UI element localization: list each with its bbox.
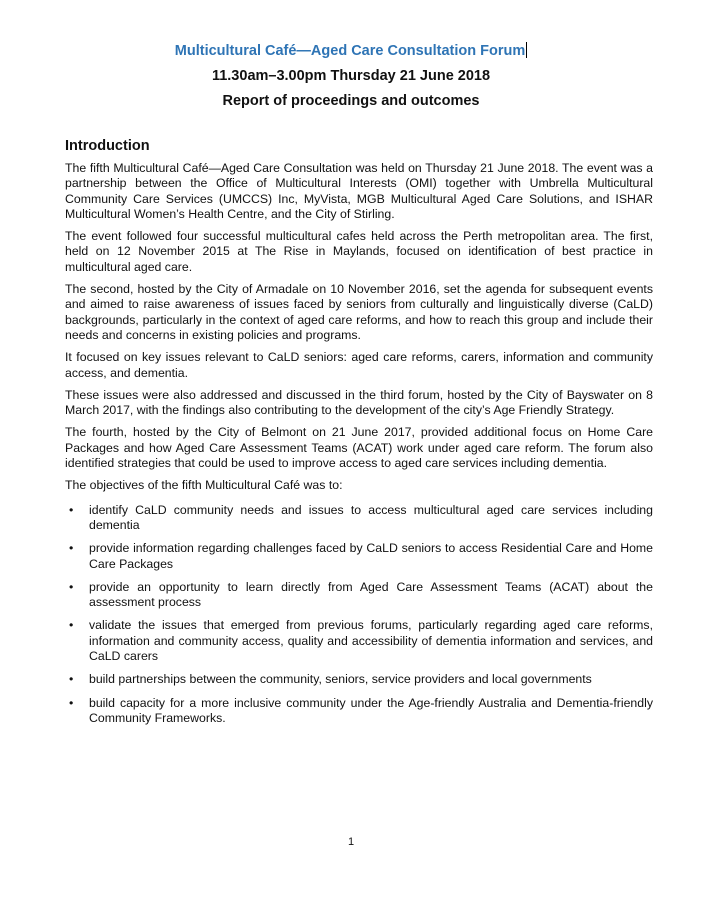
paragraph: It focused on key issues relevant to CaLD seniors: aged care reforms, carers, information and community access, and dementia. (65, 350, 653, 380)
list-item-text: build capacity for a more inclusive community under the Age-friendly Australia and Dementia-friendly Community Frameworks. (89, 695, 653, 725)
document-title-line (0, 42, 702, 60)
list-item-text: validate the issues that emerged from previous forums, particularly regarding aged care reforms, information and community access, quality and accessibility of dementia information and services, and CaLD carers (89, 618, 653, 664)
paragraph: These issues were also addressed and discussed in the third forum, hosted by the City of Bayswater on 8 March 2017, with the findings also contributing to the development of the city’s Age Friendly Strategy. (65, 387, 653, 418)
bullet-icon: • (69, 672, 74, 687)
document-body (65, 138, 653, 734)
list-item (65, 672, 653, 687)
bullet-icon: • (69, 579, 74, 594)
paragraph: The second, hosted by the City of Armadale on 10 November 2016, set the agenda for subsequent events and aimed to raise awareness of issues faced by seniors from culturally and linguistically diverse (CaLD) backgrounds, particularly in the context of aged care reforms, and how to reach this group and include their needs and concerns in existing policies and programs. (65, 282, 653, 342)
list-item (65, 696, 653, 727)
document-header (0, 42, 702, 110)
event-time: 11.30am–3.00pm Thursday 21 June 2018 (211, 68, 491, 84)
list-item-text: provide an opportunity to learn directly from Aged Care Assessment Teams (ACAT) about the assessment process (89, 579, 653, 610)
report-subtitle: Report of proceedings and outcomes (222, 93, 480, 109)
paragraph: The fifth Multicultural Café—Aged Care Consultation was held on Thursday 21 June 2018. The event was a partnership between the Office of Multicultural Interests (OMI) together with Umbrella Multicultural Community Care Services (UMCCS) Inc, MyVista, MGB Multicultural Aged Care Solutions, and ISHAR Multicultural Women’s Health Centre, and the City of Stirling. (65, 161, 653, 221)
list-item (65, 618, 653, 664)
bullet-icon: • (69, 541, 74, 556)
text-cursor (526, 42, 527, 58)
bullet-icon: • (69, 695, 74, 710)
objectives-list (65, 503, 653, 727)
objectives-intro: The objectives of the fifth Multicultural Café was to: (65, 478, 343, 493)
document-title: Multicultural Café—Aged Care Consultation Forum (174, 43, 526, 59)
list-item (65, 580, 653, 611)
list-item (65, 503, 653, 534)
list-item-text: build partnerships between the community, seniors, service providers and local governments (89, 672, 592, 687)
section-heading-introduction: Introduction (65, 138, 150, 154)
list-item (65, 541, 653, 572)
bullet-icon: • (69, 502, 74, 517)
paragraph: The event followed four successful multicultural cafes held across the Perth metropolitan area. The first, held on 12 November 2015 at The Rise in Maylands, focused on identification of best practice in multicultural aged care. (65, 229, 653, 274)
list-item-text: identify CaLD community needs and issues to access multicultural aged care services including dementia (89, 502, 653, 532)
list-item-text: provide information regarding challenges faced by CaLD seniors to access Residential Care and Home Care Packages (89, 541, 653, 571)
bullet-icon: • (69, 618, 74, 633)
page-number: 1 (347, 836, 355, 848)
paragraph: The fourth, hosted by the City of Belmont on 21 June 2017, provided additional focus on Home Care Packages and how Aged Care Assessment Teams (ACAT) work under aged care reform. The forum also identified strategies that could be used to improve access to aged care services including dementia. (65, 425, 653, 471)
